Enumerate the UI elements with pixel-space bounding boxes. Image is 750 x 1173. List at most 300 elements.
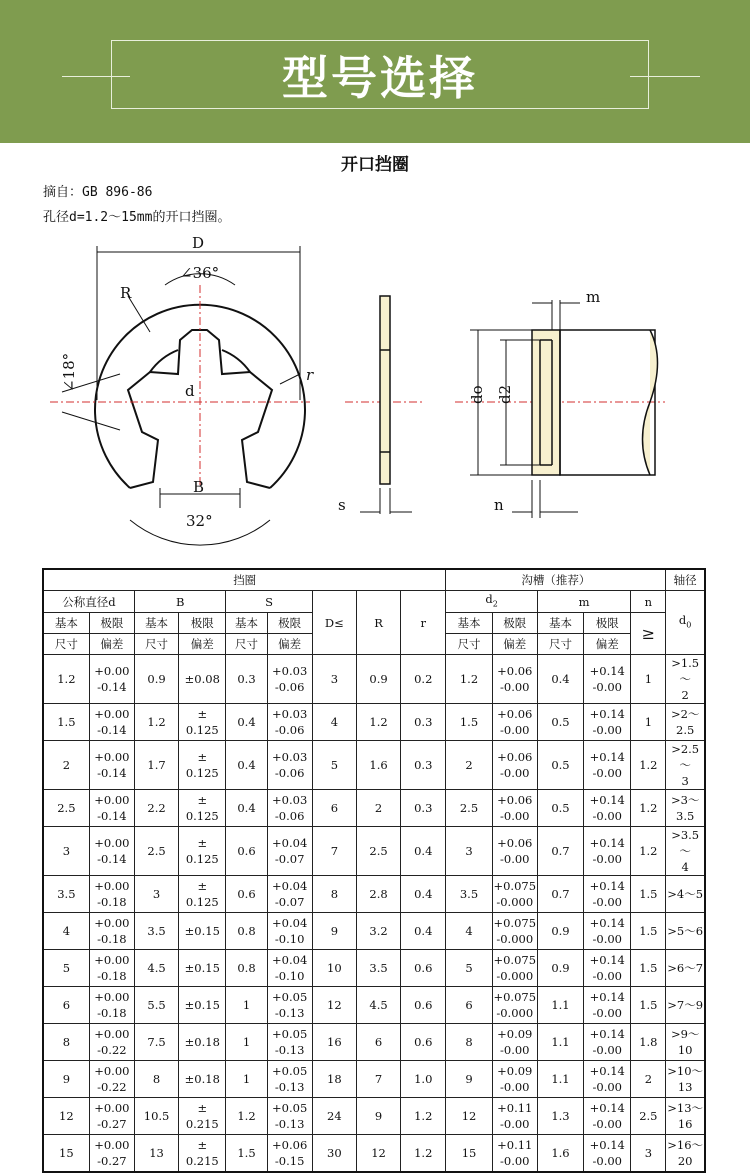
cell-line: +0.14 — [589, 1101, 625, 1116]
cell-line: >2～ — [670, 707, 700, 722]
cell-line: +0.06 — [497, 836, 533, 851]
cell-line: +0.14 — [589, 750, 625, 765]
cell-B-tolerance — [179, 913, 226, 950]
cell-line: -0.00 — [592, 932, 622, 947]
cell-R: 9 — [356, 1098, 400, 1135]
cell-m: 0.9 — [537, 950, 583, 987]
cell-S: 0.4 — [226, 704, 267, 741]
cell-line: 0.125 — [185, 723, 219, 738]
cell-nominal-d: 15 — [43, 1135, 89, 1173]
cell-d2: 2.5 — [446, 790, 492, 827]
header-nominal-d: 公称直径d — [43, 591, 134, 613]
cell-line: >10～ — [667, 1064, 704, 1079]
cell-m-tolerance — [584, 704, 631, 741]
cell-line: ± — [197, 879, 208, 894]
header-size: 尺寸 — [226, 634, 267, 655]
header-B: B — [134, 591, 225, 613]
cell-line: -0.13 — [274, 1117, 305, 1132]
cell-m-tolerance — [584, 790, 631, 827]
cell-line: +0.05 — [272, 990, 308, 1005]
header-n-symbol: ≥ — [631, 613, 666, 655]
header-ring: 挡圈 — [43, 569, 446, 591]
cell-d2: 15 — [446, 1135, 492, 1173]
cell-line: +0.06 — [497, 750, 533, 765]
cell-line: -0.22 — [97, 1080, 127, 1095]
cell-d-tolerance — [89, 1061, 134, 1098]
cell-B-tolerance — [179, 1024, 226, 1061]
cell-D: 4 — [312, 704, 356, 741]
standard-source: 摘自：GB 896-86 — [43, 185, 153, 200]
cell-m-tolerance — [584, 950, 631, 987]
cell-D: 16 — [312, 1024, 356, 1061]
cell-d-tolerance — [89, 987, 134, 1024]
cell-r: 0.4 — [401, 827, 446, 876]
cell-S-tolerance — [267, 913, 312, 950]
cell-r: 0.3 — [401, 790, 446, 827]
cell-R: 12 — [356, 1135, 400, 1173]
cell-shaft-d0 — [666, 987, 705, 1024]
cell-line: +0.075 — [493, 990, 537, 1005]
table-row — [43, 1024, 705, 1061]
cell-shaft-d0 — [666, 655, 705, 704]
label-D: D — [192, 234, 205, 252]
cell-line: -0.000 — [496, 969, 534, 984]
cell-shaft-d0 — [666, 876, 705, 913]
table-row — [43, 1061, 705, 1098]
cell-B: 4.5 — [134, 950, 178, 987]
header-dev: 偏差 — [267, 634, 312, 655]
cell-B-tolerance — [179, 741, 226, 790]
cell-B-tolerance — [179, 1098, 226, 1135]
cell-d2-tolerance — [492, 1135, 537, 1173]
cell-line: +0.05 — [272, 1064, 308, 1079]
cell-S: 0.8 — [226, 950, 267, 987]
cell-line: +0.14 — [589, 916, 625, 931]
cell-D: 10 — [312, 950, 356, 987]
cell-line: -0.06 — [274, 680, 305, 695]
cell-line: +0.075 — [493, 879, 537, 894]
cell-B-tolerance — [179, 1061, 226, 1098]
cell-D: 5 — [312, 741, 356, 790]
header-groove: 沟槽（推荐） — [446, 569, 666, 591]
cell-d2-tolerance — [492, 913, 537, 950]
cell-D: 6 — [312, 790, 356, 827]
cell-line: 0.125 — [185, 766, 219, 781]
cell-line: 0.125 — [185, 895, 219, 910]
cell-nominal-d: 3.5 — [43, 876, 89, 913]
cell-line: +0.00 — [94, 1138, 130, 1153]
cell-B: 7.5 — [134, 1024, 178, 1061]
cell-nominal-d: 1.2 — [43, 655, 89, 704]
cell-S-tolerance — [267, 876, 312, 913]
cell-r: 0.3 — [401, 741, 446, 790]
cell-B: 1.7 — [134, 741, 178, 790]
cell-line: +0.14 — [589, 836, 625, 851]
cell-line: -0.06 — [274, 766, 305, 781]
cell-D: 24 — [312, 1098, 356, 1135]
cell-d2-tolerance — [492, 876, 537, 913]
cell-n: 1.5 — [631, 876, 666, 913]
cell-line: +0.00 — [94, 1101, 130, 1116]
cell-S-tolerance — [267, 704, 312, 741]
cell-line: +0.03 — [272, 707, 308, 722]
cell-line: ± — [197, 793, 208, 808]
cell-d2-tolerance — [492, 1024, 537, 1061]
cell-B: 1.2 — [134, 704, 178, 741]
cell-S-tolerance — [267, 1024, 312, 1061]
cell-line: -0.14 — [97, 852, 127, 867]
cell-S-tolerance — [267, 827, 312, 876]
table-row — [43, 655, 705, 704]
header-size: 尺寸 — [446, 634, 492, 655]
cell-shaft-d0 — [666, 913, 705, 950]
label-s: s — [338, 496, 346, 514]
cell-d-tolerance — [89, 1024, 134, 1061]
cell-line: 0.125 — [185, 809, 219, 824]
cell-B: 13 — [134, 1135, 178, 1173]
cell-line: -0.22 — [97, 1043, 127, 1058]
table-row — [43, 790, 705, 827]
cell-shaft-d0 — [666, 827, 705, 876]
table-row — [43, 876, 705, 913]
centerlines — [50, 285, 665, 485]
cell-line: >3～ — [670, 793, 700, 808]
cell-line: >7～9 — [667, 998, 704, 1013]
shaft-groove-view — [470, 300, 658, 518]
cell-nominal-d: 5 — [43, 950, 89, 987]
cell-S-tolerance — [267, 1098, 312, 1135]
header-dev: 偏差 — [179, 634, 226, 655]
cell-line: +0.09 — [497, 1027, 533, 1042]
cell-B-tolerance — [179, 704, 226, 741]
cell-r: 1.0 — [401, 1061, 446, 1098]
cell-line: >2.5～ — [671, 742, 700, 773]
table-row — [43, 741, 705, 790]
table-row — [43, 987, 705, 1024]
cell-m-tolerance — [584, 987, 631, 1024]
e-ring-drawing — [0, 225, 750, 555]
cell-line: -0.00 — [592, 1006, 622, 1021]
cell-B: 8 — [134, 1061, 178, 1098]
table-row — [43, 1098, 705, 1135]
cell-d-tolerance — [89, 655, 134, 704]
cell-line: -0.00 — [592, 1043, 622, 1058]
cell-d-tolerance — [89, 1098, 134, 1135]
cell-nominal-d: 12 — [43, 1098, 89, 1135]
cell-m: 1.1 — [537, 987, 583, 1024]
cell-line: -0.00 — [592, 723, 622, 738]
cell-line: -0.000 — [496, 932, 534, 947]
cell-S: 0.4 — [226, 741, 267, 790]
cell-d2-tolerance — [492, 1098, 537, 1135]
cell-line: -0.00 — [592, 1154, 622, 1169]
cell-d2: 3.5 — [446, 876, 492, 913]
cell-line: +0.11 — [497, 1101, 533, 1116]
cell-d2-tolerance — [492, 827, 537, 876]
cell-n: 1.2 — [631, 790, 666, 827]
cell-n: 1.8 — [631, 1024, 666, 1061]
cell-line: +0.14 — [589, 1064, 625, 1079]
cell-line: -0.00 — [592, 680, 622, 695]
cell-line: -0.13 — [274, 1080, 305, 1095]
cell-line: -0.18 — [97, 895, 127, 910]
cell-D: 3 — [312, 655, 356, 704]
cell-line: +0.075 — [493, 916, 537, 931]
cell-line: ± — [197, 836, 208, 851]
cell-D: 18 — [312, 1061, 356, 1098]
cell-line: -0.00 — [500, 1154, 530, 1169]
cell-d2: 1.5 — [446, 704, 492, 741]
cell-line: ± — [197, 1138, 208, 1153]
cell-r: 0.2 — [401, 655, 446, 704]
cell-line: +0.03 — [272, 750, 308, 765]
cell-d2: 2 — [446, 741, 492, 790]
cell-n: 2.5 — [631, 1098, 666, 1135]
cell-B: 3.5 — [134, 913, 178, 950]
cell-n: 1.2 — [631, 741, 666, 790]
cell-line: +0.03 — [272, 664, 308, 679]
header-r: r — [401, 591, 446, 655]
cell-B-tolerance — [179, 876, 226, 913]
header-S: S — [226, 591, 312, 613]
cell-S-tolerance — [267, 1061, 312, 1098]
cell-line: -0.00 — [592, 766, 622, 781]
cell-line: -0.00 — [500, 1117, 530, 1132]
cell-line: +0.06 — [497, 793, 533, 808]
cell-line: -0.06 — [274, 723, 305, 738]
cell-line: ±0.15 — [184, 998, 220, 1013]
cell-r: 0.4 — [401, 913, 446, 950]
header-limit: 极限 — [179, 613, 226, 634]
cell-line: +0.05 — [272, 1101, 308, 1116]
cell-D: 7 — [312, 827, 356, 876]
cell-S-tolerance — [267, 655, 312, 704]
cell-shaft-d0 — [666, 1135, 705, 1173]
cell-B: 2.2 — [134, 790, 178, 827]
cell-n: 1.5 — [631, 987, 666, 1024]
cell-line: +0.00 — [94, 916, 130, 931]
header-basic: 基本 — [134, 613, 178, 634]
header-limit: 极限 — [89, 613, 134, 634]
label-d: d — [185, 382, 195, 400]
scope-note: 孔径d=1.2～15mm的开口挡圈。 — [43, 210, 231, 225]
cell-line: 2.5 — [676, 723, 695, 738]
cell-d-tolerance — [89, 876, 134, 913]
cell-R: 2 — [356, 790, 400, 827]
cell-r: 1.2 — [401, 1135, 446, 1173]
header-d2: $d_2$ — [446, 591, 537, 613]
cell-S-tolerance — [267, 987, 312, 1024]
label-R: R — [120, 284, 132, 302]
cell-line: 16 — [677, 1117, 693, 1132]
cell-line: 4 — [681, 860, 689, 875]
cell-R: 3.2 — [356, 913, 400, 950]
label-angle-36: ∠36° — [180, 264, 220, 282]
label-d2: d2 — [496, 384, 514, 404]
cell-line: +0.04 — [272, 879, 308, 894]
cell-line: +0.14 — [589, 953, 625, 968]
cell-B-tolerance — [179, 987, 226, 1024]
cell-line: ± — [197, 750, 208, 765]
cell-line: -0.15 — [274, 1154, 305, 1169]
cell-line: -0.13 — [274, 1043, 305, 1058]
label-angle-18: ∠18° — [60, 352, 78, 392]
header-limit: 极限 — [584, 613, 631, 634]
cell-line: +0.04 — [272, 916, 308, 931]
cell-line: >6～7 — [667, 961, 704, 976]
cell-R: 7 — [356, 1061, 400, 1098]
cell-line: +0.00 — [94, 879, 130, 894]
cell-d2-tolerance — [492, 1061, 537, 1098]
cell-m: 1.1 — [537, 1024, 583, 1061]
cell-B: 5.5 — [134, 987, 178, 1024]
cell-d2-tolerance — [492, 987, 537, 1024]
cell-shaft-d0 — [666, 950, 705, 987]
cell-line: -0.13 — [274, 1006, 305, 1021]
cell-D: 9 — [312, 913, 356, 950]
cell-m: 0.5 — [537, 704, 583, 741]
cell-line: +0.06 — [497, 664, 533, 679]
cell-m-tolerance — [584, 655, 631, 704]
cell-shaft-d0 — [666, 741, 705, 790]
dimension-lines — [62, 246, 300, 545]
cell-line: >16～ — [667, 1138, 704, 1153]
cell-R: 3.5 — [356, 950, 400, 987]
cell-line: +0.09 — [497, 1064, 533, 1079]
cell-R: 1.2 — [356, 704, 400, 741]
cell-line: +0.14 — [589, 1027, 625, 1042]
header-R: R — [356, 591, 400, 655]
cell-m-tolerance — [584, 1098, 631, 1135]
cell-line: ±0.15 — [184, 961, 220, 976]
header-dev: 偏差 — [584, 634, 631, 655]
cell-line: -0.06 — [274, 809, 305, 824]
header-limit: 极限 — [267, 613, 312, 634]
cell-shaft-d0 — [666, 1061, 705, 1098]
cell-line: +0.06 — [497, 707, 533, 722]
cell-line: -0.07 — [274, 852, 305, 867]
cell-line: -0.00 — [592, 1080, 622, 1095]
cell-d-tolerance — [89, 790, 134, 827]
cell-line: +0.00 — [94, 953, 130, 968]
cell-nominal-d: 4 — [43, 913, 89, 950]
cell-r: 0.6 — [401, 987, 446, 1024]
cell-line: -0.000 — [496, 895, 534, 910]
cell-m: 0.5 — [537, 741, 583, 790]
banner-title: 型号选择 — [282, 50, 478, 105]
header-dev: 偏差 — [492, 634, 537, 655]
cell-line: -0.00 — [500, 1080, 530, 1095]
cell-r: 0.4 — [401, 876, 446, 913]
cell-B: 10.5 — [134, 1098, 178, 1135]
cell-line: +0.03 — [272, 793, 308, 808]
cell-line: -0.00 — [500, 680, 530, 695]
cell-line: ±0.18 — [184, 1072, 220, 1087]
e-ring-side-view — [360, 296, 412, 514]
cell-S: 1.5 — [226, 1135, 267, 1173]
cell-nominal-d: 2 — [43, 741, 89, 790]
cell-line: -0.14 — [97, 766, 127, 781]
cell-line: -0.00 — [592, 895, 622, 910]
header-size: 尺寸 — [43, 634, 89, 655]
cell-R: 4.5 — [356, 987, 400, 1024]
cell-line: -0.18 — [97, 1006, 127, 1021]
cell-line: ±0.08 — [184, 672, 220, 687]
cell-R: 2.8 — [356, 876, 400, 913]
cell-B-tolerance — [179, 950, 226, 987]
cell-d-tolerance — [89, 741, 134, 790]
cell-line: +0.14 — [589, 707, 625, 722]
cell-d2: 3 — [446, 827, 492, 876]
label-n: n — [494, 496, 504, 514]
cell-n: 1.5 — [631, 950, 666, 987]
cell-m: 0.7 — [537, 876, 583, 913]
header-dev: 偏差 — [89, 634, 134, 655]
e-ring-front-view — [95, 305, 305, 488]
header-n: n — [631, 591, 666, 613]
cell-line: ±0.18 — [184, 1035, 220, 1050]
table-row — [43, 913, 705, 950]
cell-line: +0.075 — [493, 953, 537, 968]
cell-line: +0.00 — [94, 793, 130, 808]
cell-line: -0.14 — [97, 809, 127, 824]
header-shaft: 轴径 — [666, 569, 705, 591]
cell-line: -0.00 — [500, 809, 530, 824]
cell-S: 1 — [226, 987, 267, 1024]
cell-S: 1.2 — [226, 1098, 267, 1135]
cell-m-tolerance — [584, 741, 631, 790]
cell-d2-tolerance — [492, 741, 537, 790]
cell-line: -0.10 — [274, 932, 305, 947]
cell-line: +0.04 — [272, 953, 308, 968]
cell-m: 0.5 — [537, 790, 583, 827]
cell-S-tolerance — [267, 1135, 312, 1173]
header-m: m — [537, 591, 631, 613]
header-basic: 基本 — [226, 613, 267, 634]
cell-S: 0.3 — [226, 655, 267, 704]
cell-line: >5～6 — [667, 924, 704, 939]
cell-d2-tolerance — [492, 655, 537, 704]
cell-line: -0.00 — [592, 852, 622, 867]
cell-B-tolerance — [179, 790, 226, 827]
cell-m: 1.3 — [537, 1098, 583, 1135]
cell-S: 0.4 — [226, 790, 267, 827]
cell-line: +0.14 — [589, 990, 625, 1005]
table-row — [43, 827, 705, 876]
cell-m-tolerance — [584, 1024, 631, 1061]
cell-m: 0.9 — [537, 913, 583, 950]
cell-d-tolerance — [89, 1135, 134, 1173]
cell-m: 1.1 — [537, 1061, 583, 1098]
cell-m-tolerance — [584, 827, 631, 876]
cell-d2-tolerance — [492, 950, 537, 987]
label-m: m — [586, 288, 601, 306]
header-size: 尺寸 — [537, 634, 583, 655]
cell-r: 0.6 — [401, 950, 446, 987]
cell-S: 1 — [226, 1024, 267, 1061]
cell-nominal-d: 2.5 — [43, 790, 89, 827]
cell-line: -0.18 — [97, 932, 127, 947]
cell-line: -0.27 — [97, 1154, 127, 1169]
cell-d2: 5 — [446, 950, 492, 987]
cell-line: -0.10 — [274, 969, 305, 984]
cell-B-tolerance — [179, 655, 226, 704]
cell-B: 3 — [134, 876, 178, 913]
cell-line: >4～5 — [667, 887, 704, 902]
cell-line: -0.27 — [97, 1117, 127, 1132]
cell-R: 0.9 — [356, 655, 400, 704]
cell-nominal-d: 3 — [43, 827, 89, 876]
